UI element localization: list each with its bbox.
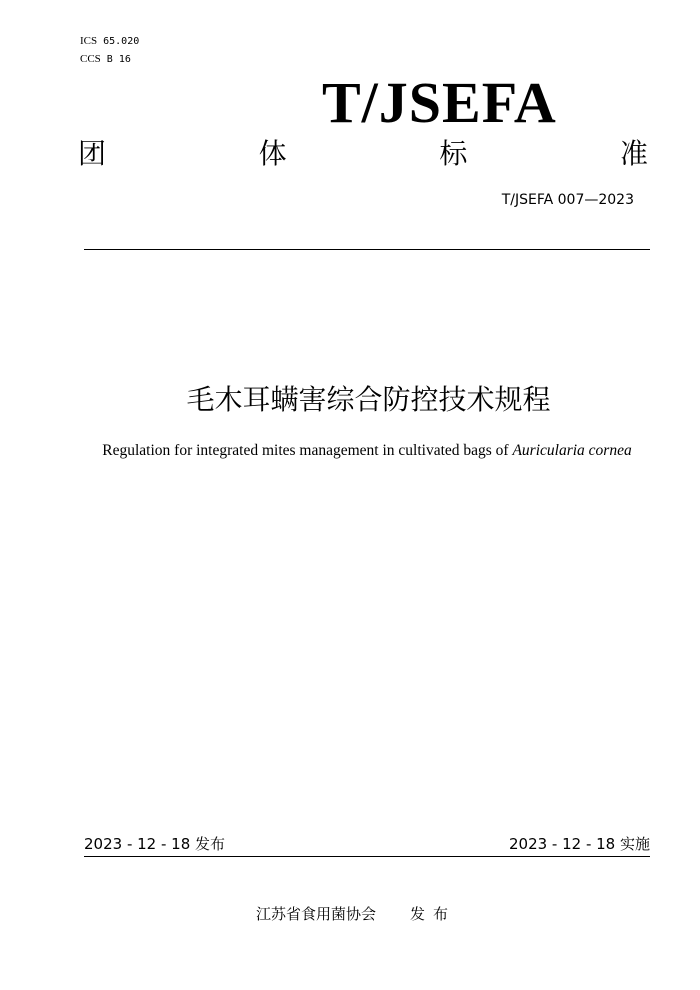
standard-type-char: 团 xyxy=(78,137,107,170)
brand-logo-text: T/JSEFA xyxy=(322,70,557,135)
publisher-verb: 发布 xyxy=(410,905,457,923)
ccs-line xyxy=(80,52,131,67)
bottom-divider xyxy=(84,856,650,857)
title-english-main: Regulation for integrated mites management in cultivated bags of xyxy=(102,442,509,459)
publisher-name: 江苏省食用菌协会 xyxy=(256,905,377,923)
standard-number: T/JSEFA 007—2023 xyxy=(501,192,634,208)
issue-date: 2023 - 12 - 18 发布 xyxy=(84,835,226,853)
ics-label: ICS xyxy=(80,35,98,47)
title-english xyxy=(0,440,700,462)
standard-type-char: 体 xyxy=(258,137,287,170)
standard-type-char: 准 xyxy=(619,137,648,170)
ccs-label: CCS xyxy=(80,53,101,65)
top-divider xyxy=(84,249,650,250)
title-english-species: Auricularia cornea xyxy=(512,442,632,459)
title-chinese: 毛木耳螨害综合防控技术规程 xyxy=(186,383,551,416)
ics-code: 65.020 xyxy=(103,36,140,47)
ccs-code: B 16 xyxy=(106,54,131,65)
standard-type-char: 标 xyxy=(439,137,468,170)
ics-line xyxy=(80,34,139,49)
implementation-date: 2023 - 12 - 18 实施 xyxy=(508,835,650,853)
publisher-line xyxy=(256,904,456,924)
standard-type-heading xyxy=(78,134,648,174)
